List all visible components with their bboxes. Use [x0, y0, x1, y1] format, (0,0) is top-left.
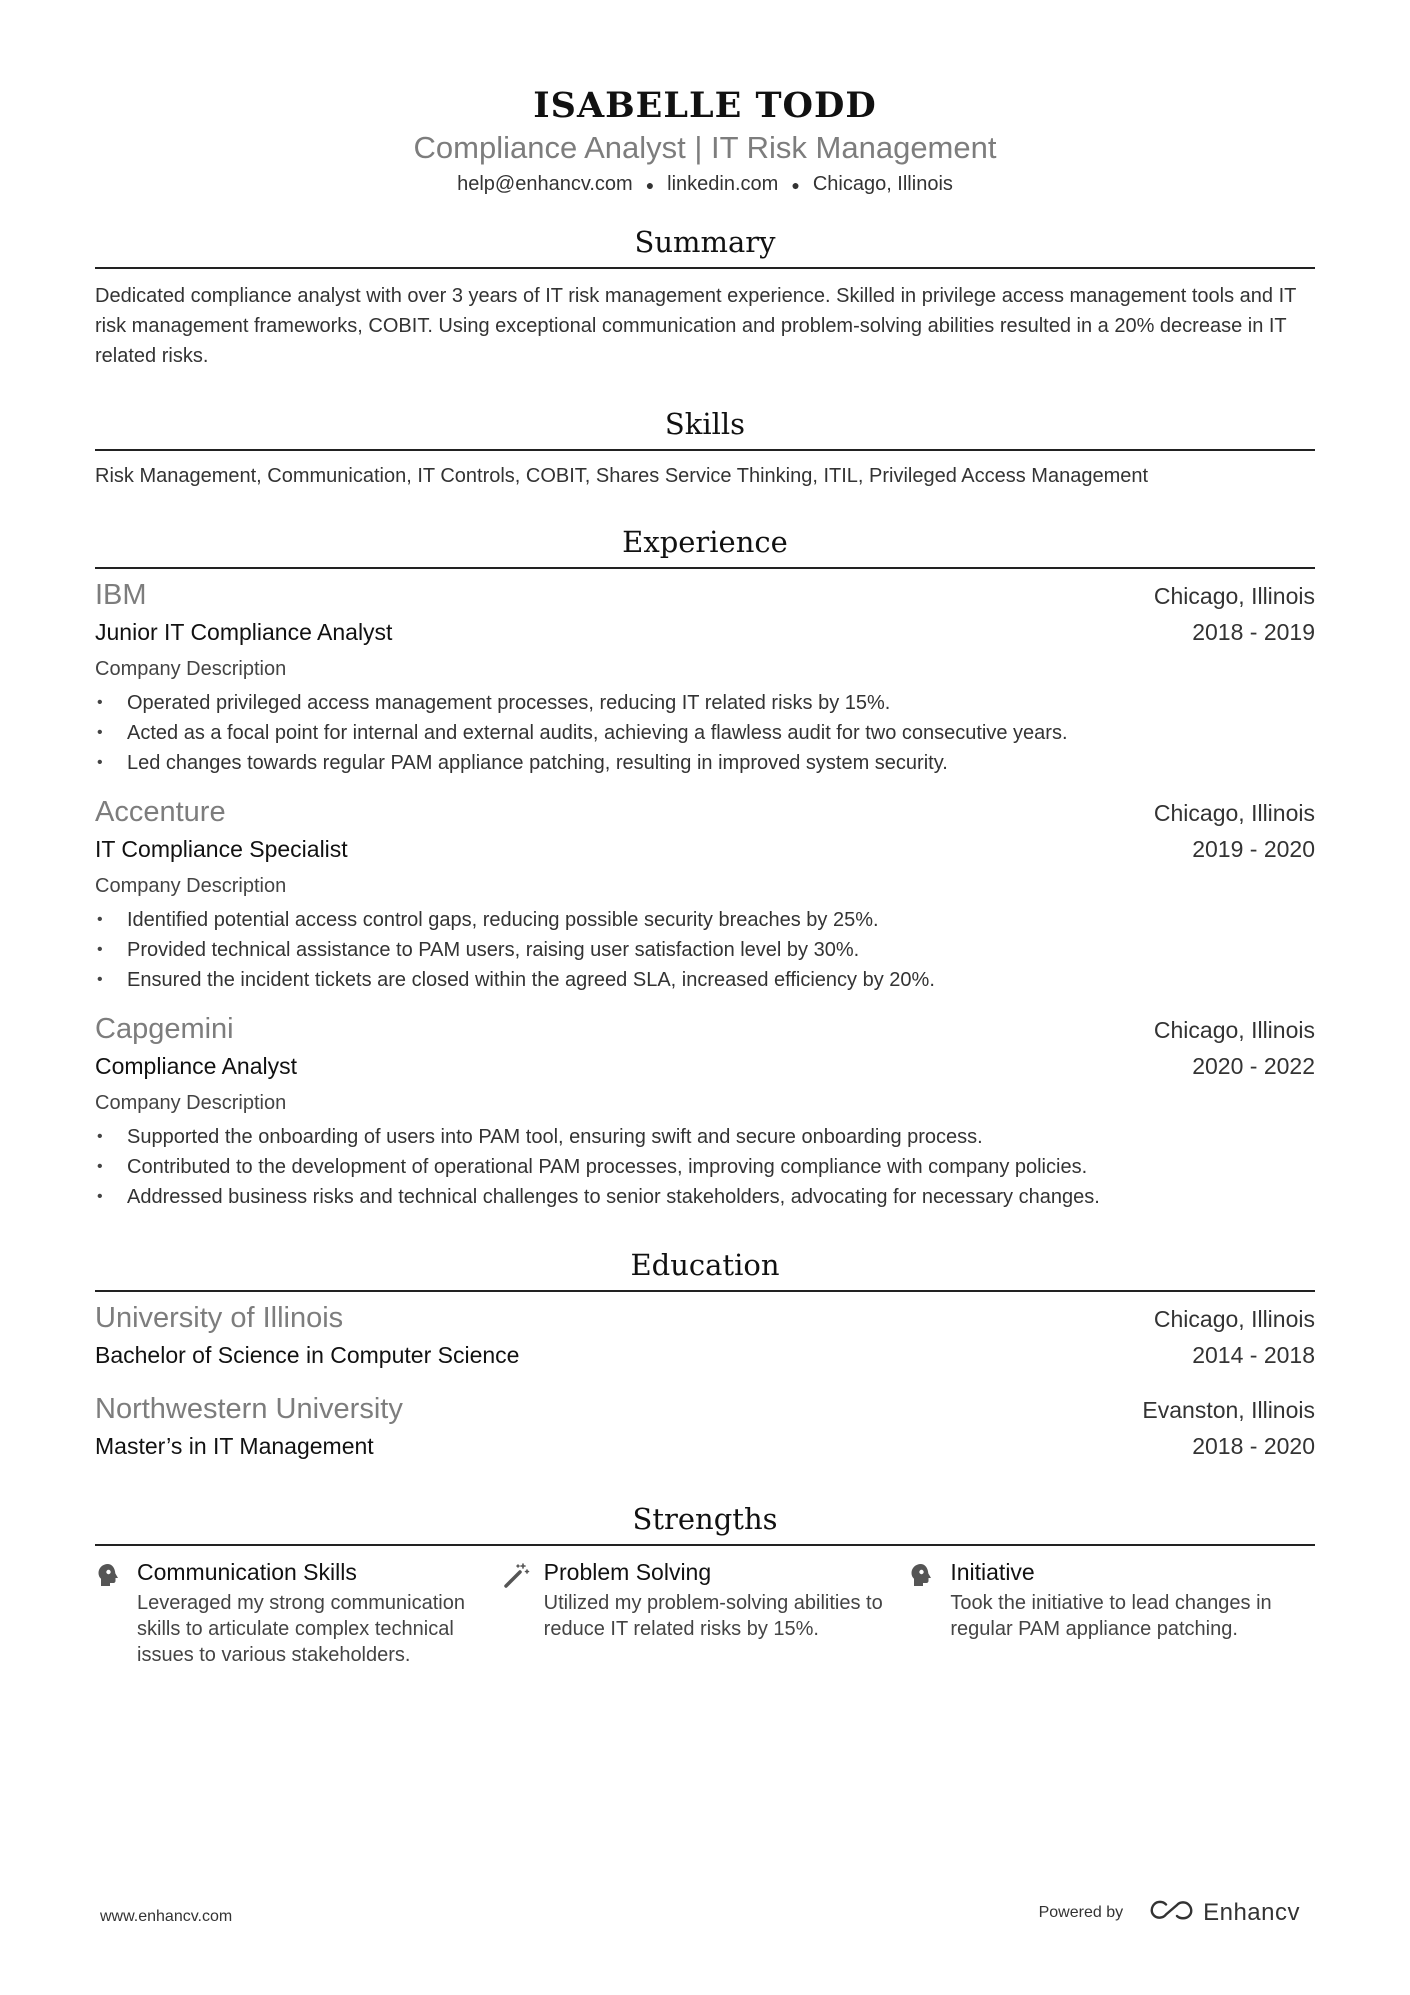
strength-description: Leveraged my strong communication skills to articulate complex technical issues to various stakeholders.	[137, 1591, 465, 1666]
strengths-list	[95, 1556, 1315, 1668]
bullet-icon: •	[97, 910, 103, 928]
section-divider	[95, 449, 1315, 451]
strength-title: Problem Solving	[543, 1558, 712, 1585]
list-item-text: Led changes towards regular PAM appliance patching, resulting in improved system security.	[127, 751, 948, 774]
list-item	[95, 965, 1315, 995]
degree-name: Master’s in IT Management	[95, 1432, 374, 1459]
school-location: Chicago, Illinois	[1153, 1305, 1315, 1332]
bullet-icon: •	[97, 940, 103, 958]
powered-by-label: Powered by	[1038, 1903, 1124, 1921]
section-divider	[95, 1290, 1315, 1292]
contact-location: Chicago, Illinois	[812, 173, 953, 195]
list-item	[95, 688, 1315, 718]
list-item	[95, 718, 1315, 748]
bullet-icon: •	[97, 1127, 103, 1145]
company-description: Company Description	[95, 1091, 287, 1114]
company-description: Company Description	[95, 657, 287, 680]
separator-dot: ●	[791, 176, 800, 193]
bullet-icon: •	[97, 693, 103, 711]
job-location: Chicago, Illinois	[1153, 1016, 1315, 1043]
strength-item	[908, 1556, 1315, 1668]
summary-section	[95, 223, 1315, 371]
job-title: IT Compliance Specialist	[95, 835, 348, 862]
bullet-icon: •	[97, 970, 103, 988]
bullet-icon: •	[97, 1157, 103, 1175]
bullet-icon: •	[97, 723, 103, 741]
job-dates: 2019 - 2020	[1192, 835, 1315, 862]
section-title-skills: Skills	[664, 406, 746, 441]
magic-wand-icon	[502, 1556, 544, 1668]
job-dates: 2020 - 2022	[1192, 1052, 1315, 1079]
section-divider	[95, 567, 1315, 569]
achievement-list	[95, 1122, 1315, 1212]
list-item	[95, 935, 1315, 965]
bullet-icon: •	[97, 1187, 103, 1205]
section-divider	[95, 1544, 1315, 1546]
job-location: Chicago, Illinois	[1153, 582, 1315, 609]
list-item-text: Operated privileged access management processes, reducing IT related risks by 15%.	[127, 691, 891, 714]
skills-section	[95, 405, 1315, 491]
bullet-icon: •	[97, 753, 103, 771]
list-item-text: Contributed to the development of operational PAM processes, improving compliance with company policies.	[127, 1155, 1088, 1178]
achievement-list	[95, 688, 1315, 778]
list-item-text: Ensured the incident tickets are closed within the agreed SLA, increased efficiency by 20%.	[127, 968, 935, 991]
section-title-strengths: Strengths	[632, 1501, 778, 1536]
job-location: Chicago, Illinois	[1153, 799, 1315, 826]
education-section	[95, 1246, 1315, 1464]
list-item	[95, 1122, 1315, 1152]
resume-content	[95, 84, 1315, 1668]
list-item-text: Addressed business risks and technical challenges to senior stakeholders, advocating for necessary changes.	[127, 1185, 1100, 1208]
contact-linkedin[interactable]: linkedin.com	[667, 173, 779, 195]
school-location: Evanston, Illinois	[1142, 1396, 1315, 1423]
strength-item	[502, 1556, 909, 1668]
experience-entry	[95, 794, 1315, 995]
education-dates: 2018 - 2020	[1192, 1432, 1315, 1459]
company-name: Accenture	[95, 795, 226, 828]
list-item	[95, 905, 1315, 935]
strength-description: Utilized my problem-solving abilities to reduce IT related risks by 15%.	[543, 1591, 883, 1640]
strength-title: Communication Skills	[137, 1558, 357, 1585]
job-dates: 2018 - 2019	[1192, 618, 1315, 645]
contact-email[interactable]: help@enhancv.com	[457, 173, 633, 195]
education-entry	[95, 1300, 1315, 1373]
candidate-name: ISABELLE TODD	[533, 85, 877, 126]
list-item-text: Identified potential access control gaps, reducing possible security breaches by 25%.	[127, 908, 879, 931]
contact-info	[95, 170, 1315, 199]
experience-section	[95, 523, 1315, 1212]
job-title: Compliance Analyst	[95, 1052, 297, 1079]
job-title: Junior IT Compliance Analyst	[95, 618, 393, 645]
strength-item	[95, 1556, 502, 1668]
footer-website-link[interactable]: www.enhancv.com	[100, 1908, 233, 1925]
section-title-summary: Summary	[634, 224, 776, 259]
strength-title: Initiative	[950, 1558, 1035, 1585]
strengths-section	[95, 1500, 1315, 1668]
list-item-text: Acted as a focal point for internal and external audits, achieving a flawless audit for two consecutive years.	[127, 721, 1068, 744]
school-name: University of Illinois	[95, 1301, 344, 1334]
head-icon	[908, 1556, 950, 1668]
achievement-list	[95, 905, 1315, 995]
list-item-text: Supported the onboarding of users into PAM tool, ensuring swift and secure onboarding process.	[127, 1125, 983, 1148]
summary-text: Dedicated compliance analyst with over 3 years of IT risk management experience. Skilled in privilege access management tools and IT risk management frameworks, COBIT. Using exceptional communication and problem-solving abilities resulted in a 20% decrease in IT related risks.	[95, 284, 1296, 367]
section-title-education: Education	[630, 1247, 780, 1282]
experience-entry	[95, 577, 1315, 778]
degree-name: Bachelor of Science in Computer Science	[95, 1341, 520, 1368]
experience-entry	[95, 1011, 1315, 1212]
list-item	[95, 748, 1315, 778]
company-name: Capgemini	[95, 1012, 234, 1045]
candidate-headline: Compliance Analyst | IT Risk Management	[413, 130, 997, 165]
company-description: Company Description	[95, 874, 287, 897]
education-dates: 2014 - 2018	[1192, 1341, 1315, 1368]
education-entry	[95, 1391, 1315, 1464]
company-name: IBM	[95, 578, 147, 611]
enhancv-logo-icon[interactable]	[1149, 1898, 1195, 1927]
separator-dot: ●	[645, 176, 655, 193]
section-divider	[95, 267, 1315, 269]
footer-branding	[1039, 1898, 1300, 1927]
list-item-text: Provided technical assistance to PAM users, raising user satisfaction level by 30%.	[127, 938, 860, 961]
strength-description: Took the initiative to lead changes in regular PAM appliance patching.	[950, 1591, 1272, 1640]
head-icon	[95, 1556, 137, 1668]
list-item	[95, 1182, 1315, 1212]
skills-text: Risk Management, Communication, IT Controls, COBIT, Shares Service Thinking, ITIL, Privileged Access Management	[95, 464, 1149, 487]
list-item	[95, 1152, 1315, 1182]
school-name: Northwestern University	[95, 1392, 403, 1425]
section-title-experience: Experience	[622, 524, 788, 559]
brand-name[interactable]: Enhancv	[1203, 1898, 1300, 1926]
